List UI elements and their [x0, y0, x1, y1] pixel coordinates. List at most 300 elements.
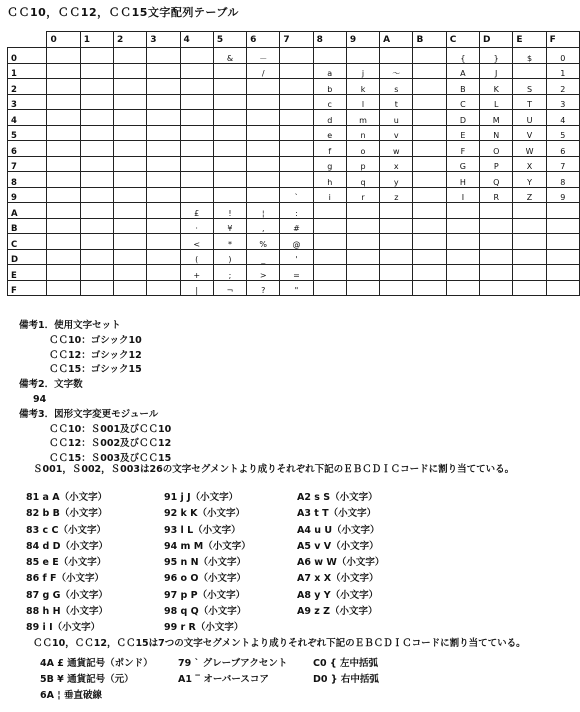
- table-row: [8, 125, 580, 141]
- row-header: 6: [8, 141, 47, 157]
- special-code-assignment: 6A ¦ 垂直破線: [40, 690, 103, 701]
- table-cell: [147, 48, 180, 64]
- table-cell: [380, 265, 413, 281]
- table-cell: [280, 63, 313, 79]
- table-cell: [446, 265, 479, 281]
- special-code-assignment: C0 { 左中括弧: [313, 658, 378, 669]
- column-header: B: [413, 32, 446, 48]
- code-assignment: A8 y Y（小文字）: [297, 589, 379, 601]
- table-cell: [413, 218, 446, 234]
- table-cell: [47, 48, 80, 64]
- table-cell: b: [313, 79, 346, 95]
- table-cell: [446, 249, 479, 265]
- table-cell: @: [280, 234, 313, 250]
- table-cell: [80, 125, 113, 141]
- table-cell: W: [513, 141, 546, 157]
- table-cell: Q: [480, 172, 513, 188]
- table-row: [8, 48, 580, 64]
- table-cell: ·: [180, 218, 213, 234]
- table-cell: [80, 218, 113, 234]
- table-cell: [413, 125, 446, 141]
- table-cell: [446, 280, 479, 296]
- table-cell: [47, 234, 80, 250]
- table-cell: －: [247, 48, 280, 64]
- remarks: [19, 319, 171, 467]
- code-assignment: 88 h H（小文字）: [26, 606, 109, 618]
- table-cell: [213, 141, 246, 157]
- table-cell: [147, 172, 180, 188]
- table-cell: ¥: [213, 218, 246, 234]
- table-cell: r: [346, 187, 379, 203]
- table-cell: [480, 280, 513, 296]
- code-assignment: 93 l L（小文字）: [164, 524, 241, 536]
- table-cell: [147, 203, 180, 219]
- column-header: 2: [114, 32, 147, 48]
- table-cell: [114, 234, 147, 250]
- code-assignment: A9 z Z（小文字）: [297, 606, 378, 618]
- column-header: 4: [180, 32, 213, 48]
- code-assignment: A2 s S（小文字）: [297, 492, 378, 503]
- table-row: [8, 141, 580, 157]
- table-cell: g: [313, 156, 346, 172]
- column-header: F: [546, 32, 579, 48]
- table-cell: f: [313, 141, 346, 157]
- table-cell: m: [346, 110, 379, 126]
- table-cell: (: [180, 249, 213, 265]
- table-cell: e: [313, 125, 346, 141]
- table-cell: V: [513, 125, 546, 141]
- table-cell: [180, 48, 213, 64]
- table-cell: x: [380, 156, 413, 172]
- table-cell: [213, 79, 246, 95]
- table-cell: [413, 203, 446, 219]
- table-cell: [513, 265, 546, 281]
- table-cell: >: [247, 265, 280, 281]
- table-cell: [380, 249, 413, 265]
- table-cell: [180, 141, 213, 157]
- table-cell: [47, 218, 80, 234]
- table-cell: [413, 79, 446, 95]
- table-cell: =: [280, 265, 313, 281]
- table-cell: [147, 187, 180, 203]
- assignment-column-2: [164, 490, 251, 637]
- row-header: 8: [8, 172, 47, 188]
- table-cell: [147, 94, 180, 110]
- table-cell: 3: [546, 94, 579, 110]
- table-cell: [80, 141, 113, 157]
- table-cell: ;: [213, 265, 246, 281]
- table-row: [8, 94, 580, 110]
- table-cell: [180, 79, 213, 95]
- table-cell: p: [346, 156, 379, 172]
- table-cell: [213, 110, 246, 126]
- table-cell: o: [346, 141, 379, 157]
- table-cell: [346, 234, 379, 250]
- column-header-row: [8, 32, 580, 48]
- assignment-column-1: [26, 490, 108, 637]
- table-cell: [480, 218, 513, 234]
- table-cell: [47, 249, 80, 265]
- table-cell: [380, 280, 413, 296]
- table-cell: [280, 141, 313, 157]
- remark-line: ＣＣ15：Ｓ003及びＣＣ15: [49, 453, 172, 465]
- table-cell: [413, 187, 446, 203]
- table-cell: [546, 280, 579, 296]
- table-cell: [80, 172, 113, 188]
- table-cell: [213, 187, 246, 203]
- table-cell: L: [480, 94, 513, 110]
- table-cell: [413, 156, 446, 172]
- remark-line: 94: [33, 393, 47, 405]
- table-cell: Z: [513, 187, 546, 203]
- table-cell: [313, 203, 346, 219]
- table-cell: D: [446, 110, 479, 126]
- code-assignment: 92 k K（小文字）: [164, 508, 246, 520]
- table-cell: #: [280, 218, 313, 234]
- table-cell: [546, 234, 579, 250]
- table-row: [8, 249, 580, 265]
- row-header: 7: [8, 156, 47, 172]
- table-cell: R: [480, 187, 513, 203]
- table-row: [8, 110, 580, 126]
- table-cell: [47, 203, 80, 219]
- table-cell: P: [480, 156, 513, 172]
- table-cell: w: [380, 141, 413, 157]
- table-cell: [147, 79, 180, 95]
- table-cell: [147, 110, 180, 126]
- column-header: D: [480, 32, 513, 48]
- table-cell: [80, 156, 113, 172]
- table-cell: [80, 234, 113, 250]
- table-cell: [114, 172, 147, 188]
- table-cell: /: [247, 63, 280, 79]
- code-assignment: 95 n N（小文字）: [164, 557, 247, 569]
- table-cell: Y: [513, 172, 546, 188]
- row-header: 0: [8, 48, 47, 64]
- row-header: E: [8, 265, 47, 281]
- column-header: 6: [247, 32, 280, 48]
- table-cell: |: [180, 280, 213, 296]
- table-cell: [180, 125, 213, 141]
- table-cell: 0: [546, 48, 579, 64]
- column-header: 0: [47, 32, 80, 48]
- table-cell: <: [180, 234, 213, 250]
- column-header: 1: [80, 32, 113, 48]
- code-assignment: 82 b B（小文字）: [26, 508, 108, 520]
- column-header: 8: [313, 32, 346, 48]
- table-cell: [513, 280, 546, 296]
- table-cell: [114, 110, 147, 126]
- table-cell: [280, 48, 313, 64]
- table-cell: [80, 249, 113, 265]
- table-cell: u: [380, 110, 413, 126]
- column-header: C: [446, 32, 479, 48]
- table-cell: [247, 110, 280, 126]
- remark-line: 備考1．使用文字セット: [19, 320, 121, 331]
- table-cell: [213, 172, 246, 188]
- table-cell: a: [313, 63, 346, 79]
- table-cell: [280, 156, 313, 172]
- table-cell: [147, 141, 180, 157]
- table-cell: [313, 234, 346, 250]
- remark-line: ＣＣ15：ゴシック15: [49, 364, 142, 376]
- table-cell: [346, 280, 379, 296]
- code-assignment: 87 g G（小文字）: [26, 589, 108, 601]
- code-assignment: A3 t T（小文字）: [297, 508, 377, 520]
- table-cell: £: [180, 203, 213, 219]
- table-cell: [47, 172, 80, 188]
- table-cell: [47, 63, 80, 79]
- table-cell: [346, 249, 379, 265]
- special-segment-intro: ＣＣ10，ＣＣ12，ＣＣ15は7つの文字セグメントより成りそれぞれ下記のＥＢＣＤＩＣコードに割り当てている。: [33, 638, 526, 649]
- table-cell: q: [346, 172, 379, 188]
- table-cell: [513, 249, 546, 265]
- table-cell: ～: [380, 63, 413, 79]
- table-cell: [114, 280, 147, 296]
- table-cell: [180, 110, 213, 126]
- table-cell: [80, 48, 113, 64]
- code-assignment: A6 w W（小文字）: [297, 557, 385, 569]
- table-cell: [180, 63, 213, 79]
- page-title: ＣＣ10，ＣＣ12，ＣＣ15文字配列テーブル: [7, 6, 239, 19]
- table-cell: [80, 63, 113, 79]
- table-cell: 6: [546, 141, 579, 157]
- code-assignment: 85 e E（小文字）: [26, 557, 107, 569]
- table-cell: M: [480, 110, 513, 126]
- remark-line: ＣＣ12：Ｓ002及びＣＣ12: [49, 438, 172, 450]
- table-cell: j: [346, 63, 379, 79]
- table-cell: [114, 79, 147, 95]
- table-cell: [180, 156, 213, 172]
- table-cell: [247, 141, 280, 157]
- table-cell: [114, 156, 147, 172]
- table-cell: [413, 265, 446, 281]
- table-cell: [147, 265, 180, 281]
- table-cell: [114, 63, 147, 79]
- table-cell: [280, 94, 313, 110]
- table-cell: i: [313, 187, 346, 203]
- table-row: [8, 280, 580, 296]
- table-cell: [546, 203, 579, 219]
- code-assignment: 89 i I（小文字）: [26, 622, 101, 634]
- table-cell: [247, 125, 280, 141]
- table-cell: [147, 280, 180, 296]
- code-assignment: 81 a A（小文字）: [26, 492, 108, 503]
- table-cell: [380, 203, 413, 219]
- table-cell: [147, 234, 180, 250]
- table-cell: [280, 125, 313, 141]
- column-header: 3: [147, 32, 180, 48]
- table-cell: $: [513, 48, 546, 64]
- table-cell: [114, 125, 147, 141]
- table-cell: 2: [546, 79, 579, 95]
- table-cell: [280, 79, 313, 95]
- code-assignment: 96 o O（小文字）: [164, 573, 246, 585]
- table-cell: [513, 203, 546, 219]
- table-cell: [546, 265, 579, 281]
- table-cell: [413, 234, 446, 250]
- table-row: [8, 234, 580, 250]
- table-cell: [546, 218, 579, 234]
- table-row: [8, 265, 580, 281]
- table-cell: `: [280, 187, 313, 203]
- table-cell: [280, 110, 313, 126]
- table-cell: [80, 94, 113, 110]
- row-header: D: [8, 249, 47, 265]
- column-header: 7: [280, 32, 313, 48]
- special-code-assignment: 4A £ 通貨記号（ポンド）: [40, 658, 153, 669]
- table-cell: F: [446, 141, 479, 157]
- row-header: 4: [8, 110, 47, 126]
- table-cell: [114, 218, 147, 234]
- table-cell: [213, 156, 246, 172]
- remark-line: 備考2．文字数: [19, 379, 83, 391]
- table-cell: [480, 249, 513, 265]
- table-cell: [213, 125, 246, 141]
- table-row: [8, 218, 580, 234]
- table-cell: [413, 110, 446, 126]
- table-row: [8, 79, 580, 95]
- remark-line: ＣＣ12：ゴシック12: [49, 349, 142, 361]
- table-cell: [513, 63, 546, 79]
- special-column-2: [178, 656, 287, 688]
- table-cell: X: [513, 156, 546, 172]
- table-cell: [147, 63, 180, 79]
- table-cell: [480, 265, 513, 281]
- table-cell: [114, 94, 147, 110]
- table-cell: O: [480, 141, 513, 157]
- table-cell: }: [480, 48, 513, 64]
- table-cell: ': [280, 249, 313, 265]
- table-cell: [147, 156, 180, 172]
- table-cell: h: [313, 172, 346, 188]
- code-assignment: 98 q Q（小文字）: [164, 606, 247, 618]
- character-table: [7, 31, 580, 296]
- table-cell: E: [446, 125, 479, 141]
- table-cell: v: [380, 125, 413, 141]
- table-cell: [80, 79, 113, 95]
- table-cell: ?: [247, 280, 280, 296]
- table-cell: [213, 63, 246, 79]
- table-cell: d: [313, 110, 346, 126]
- column-header: E: [513, 32, 546, 48]
- table-cell: 9: [546, 187, 579, 203]
- table-cell: [114, 203, 147, 219]
- table-cell: H: [446, 172, 479, 188]
- table-cell: T: [513, 94, 546, 110]
- table-cell: z: [380, 187, 413, 203]
- table-cell: [114, 249, 147, 265]
- table-cell: [147, 218, 180, 234]
- table-cell: +: [180, 265, 213, 281]
- assignment-column-3: [297, 490, 384, 620]
- table-cell: 7: [546, 156, 579, 172]
- table-row: [8, 156, 580, 172]
- table-cell: [247, 79, 280, 95]
- table-cell: c: [313, 94, 346, 110]
- table-cell: I: [446, 187, 479, 203]
- code-assignment: 84 d D（小文字）: [26, 540, 109, 552]
- table-cell: s: [380, 79, 413, 95]
- row-header: B: [8, 218, 47, 234]
- table-cell: [247, 156, 280, 172]
- table-cell: [313, 48, 346, 64]
- table-cell: B: [446, 79, 479, 95]
- table-cell: [147, 249, 180, 265]
- table-cell: G: [446, 156, 479, 172]
- table-row: [8, 187, 580, 203]
- table-cell: [147, 125, 180, 141]
- special-code-assignment: 79 ` グレーブアクセント: [178, 658, 288, 669]
- table-cell: N: [480, 125, 513, 141]
- table-cell: :: [280, 203, 313, 219]
- table-cell: [180, 94, 213, 110]
- table-cell: _: [247, 249, 280, 265]
- table-cell: [47, 187, 80, 203]
- table-row: [8, 203, 580, 219]
- table-cell: [346, 218, 379, 234]
- code-assignment: 99 r R（小文字）: [164, 622, 244, 634]
- code-assignment: 83 c C（小文字）: [26, 524, 106, 536]
- table-cell: [346, 265, 379, 281]
- table-cell: [47, 110, 80, 126]
- table-cell: [513, 234, 546, 250]
- table-cell: &: [213, 48, 246, 64]
- remark-line: ＣＣ10：ゴシック10: [49, 334, 142, 346]
- table-cell: [380, 218, 413, 234]
- table-cell: [413, 141, 446, 157]
- table-cell: [513, 218, 546, 234]
- row-header: 2: [8, 79, 47, 95]
- table-cell: [413, 172, 446, 188]
- special-code-assignment: 5B ¥ 通貨記号（元）: [40, 674, 134, 685]
- table-cell: [380, 48, 413, 64]
- table-cell: ,: [247, 218, 280, 234]
- table-cell: l: [346, 94, 379, 110]
- code-assignment: 86 f F（小文字）: [26, 573, 104, 585]
- table-cell: [280, 172, 313, 188]
- table-cell: S: [513, 79, 546, 95]
- row-header: 3: [8, 94, 47, 110]
- table-cell: [446, 234, 479, 250]
- code-assignment: 97 p P（小文字）: [164, 589, 246, 601]
- table-cell: y: [380, 172, 413, 188]
- table-cell: [413, 249, 446, 265]
- segment-assignment-intro: Ｓ001，Ｓ002，Ｓ003は26の文字セグメントより成りそれぞれ下記のＥＢＣＤＩＣコードに割り当てている。: [33, 464, 515, 475]
- table-cell: [480, 234, 513, 250]
- special-column-3: [313, 656, 379, 688]
- remark-line: ＣＣ10：Ｓ001及びＣＣ10: [49, 423, 172, 435]
- table-cell: *: [213, 234, 246, 250]
- table-cell: [47, 156, 80, 172]
- table-cell: [180, 172, 213, 188]
- table-cell: K: [480, 79, 513, 95]
- table-cell: [180, 187, 213, 203]
- remark-line: 備考3．図形文字変更モジュール: [19, 408, 159, 420]
- table-cell: A: [446, 63, 479, 79]
- table-cell: k: [346, 79, 379, 95]
- table-cell: C: [446, 94, 479, 110]
- column-header: A: [380, 32, 413, 48]
- table-cell: [546, 249, 579, 265]
- table-cell: ": [280, 280, 313, 296]
- table-cell: [47, 280, 80, 296]
- table-cell: [346, 203, 379, 219]
- table-cell: [47, 94, 80, 110]
- table-row: [8, 63, 580, 79]
- table-cell: [413, 48, 446, 64]
- table-row: [8, 172, 580, 188]
